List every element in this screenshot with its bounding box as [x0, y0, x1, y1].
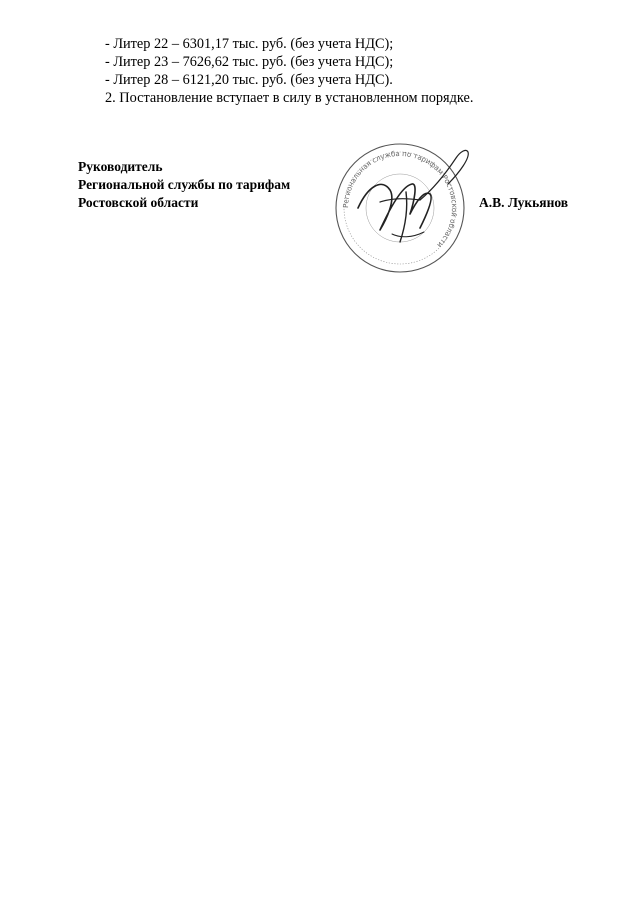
signatory-position — [78, 158, 290, 212]
cost-line-liter-28: - Литер 28 – 6121,20 тыс. руб. (без учета НДС). — [105, 72, 393, 88]
signatory-name: А.В. Лукьянов — [479, 195, 569, 210]
seal-outer-ring — [336, 144, 464, 272]
cost-line-liter-22: - Литер 22 – 6301,17 тыс. руб. (без учета НДС); — [105, 36, 394, 52]
position-line-2: Региональной службы по тарифам — [78, 177, 291, 192]
position-line-3: Ростовской области — [78, 195, 199, 210]
position-line-1: Руководитель — [78, 159, 163, 174]
document-body — [105, 35, 473, 107]
official-seal-with-signature — [320, 138, 480, 278]
effective-clause: 2. Постановление вступает в силу в установленном порядке. — [105, 90, 474, 106]
cost-line-liter-23: - Литер 23 – 7626,62 тыс. руб. (без учета НДС); — [105, 54, 394, 70]
seal-ring-text: Региональная служба по тарифам Ростовской области — [341, 149, 459, 249]
